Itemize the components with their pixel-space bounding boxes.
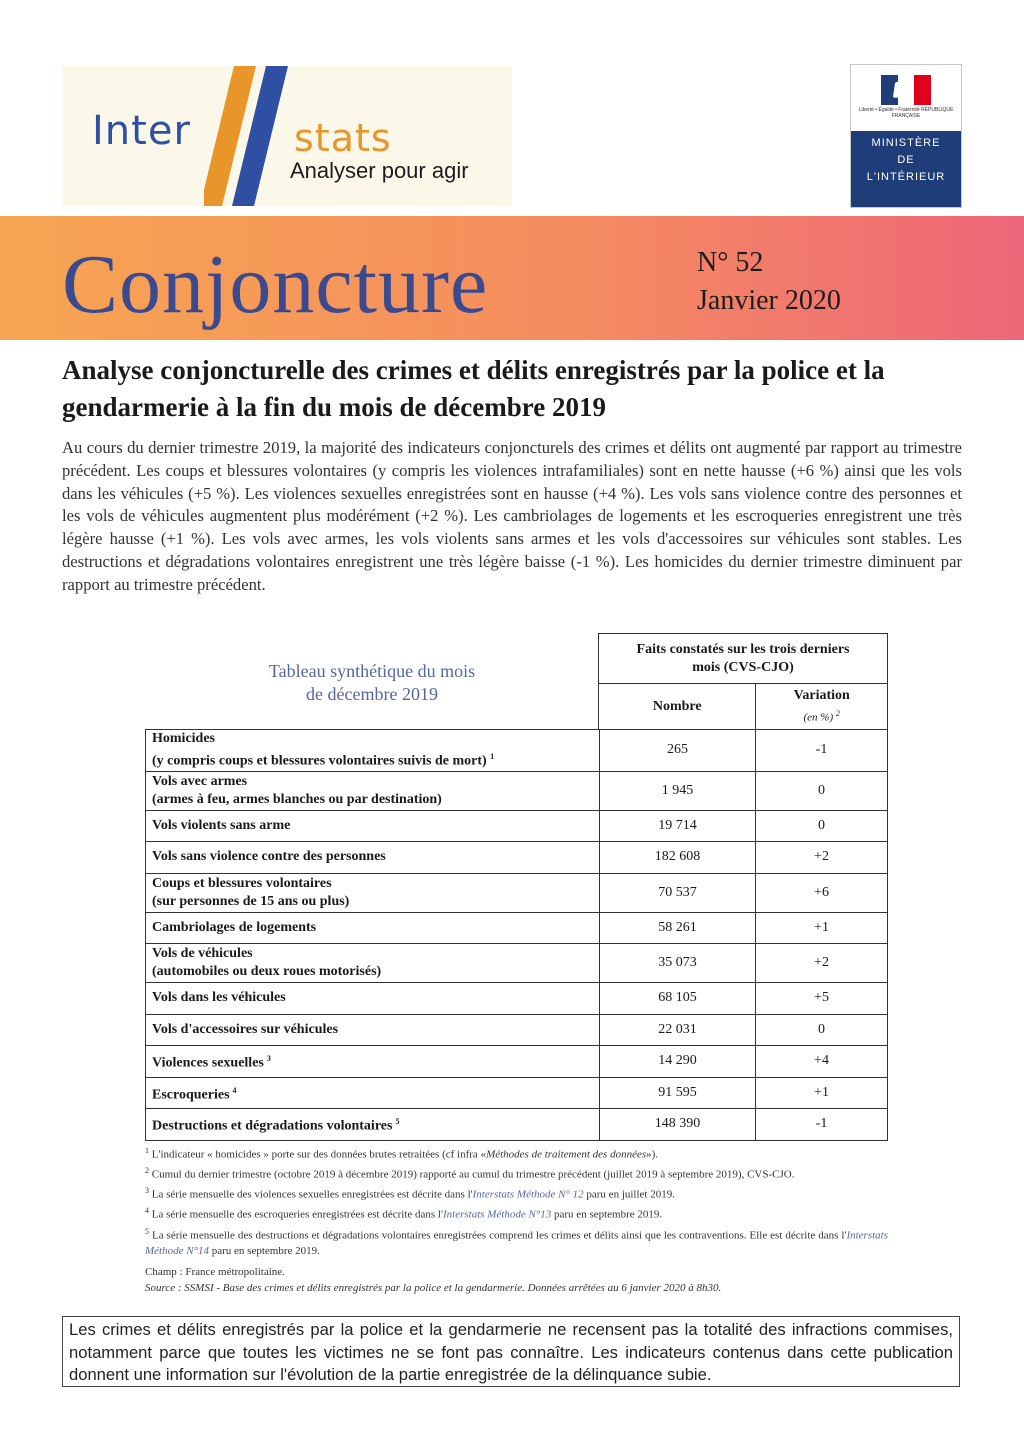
footnote-4-text: La série mensuelle des escroqueries enregistrées est décrite dans l' bbox=[151, 1209, 443, 1222]
variation-footnote-ref: 2 bbox=[835, 708, 840, 718]
row-label-main: Vols sans violence contre des personnes bbox=[152, 849, 386, 865]
cell-nombre: 91 595 bbox=[600, 1077, 756, 1109]
footnote-3-link[interactable]: Interstats Méthode N° 12 bbox=[472, 1188, 584, 1201]
cell-nombre: 14 290 bbox=[600, 1046, 756, 1078]
cell-variation: +6 bbox=[756, 873, 888, 912]
row-label-main: Vols dans les véhicules bbox=[152, 990, 286, 1006]
row-label bbox=[146, 810, 600, 842]
row-label-main: Escroqueries bbox=[152, 1087, 230, 1103]
cell-variation: +1 bbox=[756, 912, 888, 944]
cell-variation: -1 bbox=[756, 1109, 888, 1141]
conjoncture-banner bbox=[0, 216, 1024, 340]
group-header-text: Faits constatés sur les trois derniers mois (CVS-CJO) bbox=[636, 641, 850, 675]
row-label bbox=[146, 771, 600, 810]
row-label-main: Coups et blessures volontaires bbox=[152, 875, 332, 891]
table-row bbox=[146, 842, 888, 874]
cell-variation: -1 bbox=[756, 730, 888, 772]
cell-nombre: 68 105 bbox=[600, 983, 756, 1015]
table-row bbox=[146, 944, 888, 983]
republique-francaise-text: Liberté • Égalité • Fraternité RÉPUBLIQUE FRANÇAISE bbox=[858, 107, 954, 119]
footnote-3: $^3$ La série mensuelle des violences sexuelles enregistrées est décrite dans l'Interstats Méthode N° 12 paru en juillet 2019. bbox=[145, 1186, 675, 1201]
variation-label: Variation bbox=[793, 687, 850, 703]
footnote-2-text: Cumul du dernier trimestre (octobre 2019 à décembre 2019) rapporté au cumul du trimestre précédent (juillet 2019 à septembre 2019), CVS-CJO. bbox=[151, 1168, 795, 1181]
ministry-line-3: L'INTÉRIEUR bbox=[866, 171, 946, 183]
row-label-main: Vols violents sans arme bbox=[152, 817, 291, 833]
table-caption-line-1: Tableau synthétique du mois bbox=[268, 661, 476, 681]
scope-and-source bbox=[145, 1265, 888, 1296]
cell-nombre: 22 031 bbox=[600, 1014, 756, 1046]
row-label bbox=[146, 1046, 600, 1078]
footnote-1-text: L'indicateur « homicides » porte sur des données brutes retraitées (cf infra « bbox=[151, 1148, 487, 1161]
republique-francaise-mark bbox=[851, 65, 961, 131]
cell-variation: 0 bbox=[756, 1014, 888, 1046]
row-label-main: Cambriolages de logements bbox=[152, 919, 317, 935]
disclaimer-box: Les crimes et délits enregistrés par la police et la gendarmerie ne recensent pas la totalité des infractions commises, notamment parce que toutes les victimes ne se font pas connaître. Les indicateurs contenus dans cette publication donnent une information sur l'évolution de la partie enregistrée de la délinquance subie. bbox=[62, 1316, 960, 1387]
ministry-line-1: MINISTÈRE bbox=[871, 137, 941, 149]
group-header bbox=[599, 634, 888, 684]
cell-variation: +2 bbox=[756, 842, 888, 874]
variation-unit-text: (en %) bbox=[803, 711, 834, 724]
footnote-5-link[interactable]: Interstats Méthode N°14 bbox=[145, 1229, 889, 1257]
marianne-flag-icon bbox=[881, 75, 931, 105]
ministry-name bbox=[851, 131, 961, 207]
row-label-main: Vols avec armes bbox=[152, 773, 248, 789]
cell-nombre: 58 261 bbox=[600, 912, 756, 944]
cell-nombre: 19 714 bbox=[600, 810, 756, 842]
row-label-main: Vols d'accessoires sur véhicules bbox=[152, 1021, 339, 1037]
row-label bbox=[146, 842, 600, 874]
footnote-3-end: paru en juillet 2019. bbox=[583, 1188, 675, 1201]
issue-number: N° 52 bbox=[697, 247, 764, 278]
table-row bbox=[146, 983, 888, 1015]
footnote-ref: 3 bbox=[266, 1054, 271, 1064]
footnote-1: $^1$ L'indicateur « homicides » porte sur des données brutes retraitées (cf infra «Méthodes de traitement des données»). bbox=[145, 1146, 659, 1161]
table-header bbox=[598, 633, 888, 730]
table-caption-line-2: de décembre 2019 bbox=[306, 684, 438, 704]
table-row bbox=[146, 873, 888, 912]
logo-word-stats: stats bbox=[294, 116, 392, 160]
footnote-4-end: paru en septembre 2019. bbox=[551, 1209, 663, 1222]
cell-variation: 0 bbox=[756, 810, 888, 842]
row-label-main: Destructions et dégradations volontaires bbox=[152, 1118, 393, 1134]
table-row bbox=[146, 730, 888, 772]
page-title: Analyse conjoncturelle des crimes et délits enregistrés par la police et la gendarmerie à la fin du mois de décembre 2019 bbox=[62, 355, 885, 422]
scope-note: Champ : France métropolitaine. bbox=[145, 1266, 285, 1278]
table-row bbox=[146, 1014, 888, 1046]
footnote-ref: 4 bbox=[232, 1085, 237, 1095]
row-label bbox=[146, 1109, 600, 1141]
row-label bbox=[146, 944, 600, 983]
cell-nombre: 265 bbox=[600, 730, 756, 772]
cell-nombre: 148 390 bbox=[600, 1109, 756, 1141]
row-label-detail bbox=[152, 748, 599, 771]
row-label-detail bbox=[152, 791, 599, 809]
footnote-5-text: La série mensuelle des destructions et dégradations volontaires enregistrées comprend les crimes et délits ainsi que les contraventions. Elle est décrite dans l' bbox=[151, 1229, 847, 1242]
banner-title: Conjoncture bbox=[62, 238, 489, 331]
cell-variation: +4 bbox=[756, 1046, 888, 1078]
variation-unit bbox=[756, 705, 887, 727]
row-label bbox=[146, 983, 600, 1015]
table-row bbox=[146, 1109, 888, 1141]
row-label bbox=[146, 730, 600, 772]
crime-table-body bbox=[146, 730, 888, 1141]
footnote-4-link[interactable]: Interstats Méthode N°13 bbox=[442, 1209, 552, 1222]
ministry-logo bbox=[850, 64, 962, 208]
table-caption bbox=[236, 660, 508, 706]
cell-nombre: 1 945 bbox=[600, 771, 756, 810]
row-label-detail-text: (automobiles ou deux roues motorisés) bbox=[152, 964, 382, 980]
footnote-4: $^4$ La série mensuelle des escroqueries enregistrées est décrite dans l'Interstats Méthode N°13 paru en septembre 2019. bbox=[145, 1206, 663, 1222]
logo-slashes-icon bbox=[204, 66, 294, 206]
row-label-detail-text: (armes à feu, armes blanches ou par destination) bbox=[152, 791, 442, 807]
table-row bbox=[146, 1077, 888, 1109]
row-label-detail bbox=[152, 963, 599, 981]
row-label-main: Homicides bbox=[152, 731, 215, 746]
cell-variation: 0 bbox=[756, 771, 888, 810]
row-label-main: Violences sexuelles bbox=[152, 1055, 264, 1071]
row-label bbox=[146, 912, 600, 944]
column-header-variation bbox=[756, 684, 888, 730]
cell-nombre: 70 537 bbox=[600, 873, 756, 912]
footnote-1-emphasis: Méthodes de traitement des données bbox=[486, 1148, 647, 1161]
footnote-5: $^5$ La série mensuelle des destructions et dégradations volontaires enregistrées comprend les crimes et délits ainsi que les contraventions. Elle est décrite dans l'Interstats Méthode N°14 paru en septembre 2019. bbox=[145, 1226, 889, 1257]
table-row bbox=[146, 810, 888, 842]
logo-tagline: Analyser pour agir bbox=[290, 158, 469, 183]
row-label-detail-text: (y compris coups et blessures volontaires suivis de mort) bbox=[152, 753, 487, 769]
cell-variation: +5 bbox=[756, 983, 888, 1015]
row-label bbox=[146, 1014, 600, 1046]
row-label bbox=[146, 873, 600, 912]
table-row bbox=[146, 771, 888, 810]
issue-date: Janvier 2020 bbox=[697, 285, 841, 316]
table-row bbox=[146, 912, 888, 944]
cell-nombre: 35 073 bbox=[600, 944, 756, 983]
footnote-5-end: paru en septembre 2019. bbox=[208, 1244, 320, 1257]
table-row bbox=[146, 1046, 888, 1078]
ministry-line-2: DE bbox=[897, 154, 915, 166]
row-label-detail bbox=[152, 893, 599, 911]
source-note: Source : SSMSI - Base des crimes et délits enregistrés par la police et la gendarmerie. Données arrêtées au 6 janvier 2020 à 8h30. bbox=[145, 1281, 722, 1294]
row-label-detail-text: (sur personnes de 15 ans ou plus) bbox=[152, 893, 350, 909]
crime-table bbox=[145, 729, 888, 1141]
footnote-2: $^2$ Cumul du dernier trimestre (octobre 2019 à décembre 2019) rapporté au cumul du trimestre précédent (juillet 2019 à septembre 2019), CVS-CJO. bbox=[145, 1166, 795, 1181]
row-label-main: Vols de véhicules bbox=[152, 946, 253, 962]
cell-nombre: 182 608 bbox=[600, 842, 756, 874]
logo-word-inter: Inter bbox=[92, 108, 191, 154]
footnotes bbox=[145, 1143, 888, 1259]
intro-paragraph: Au cours du dernier trimestre 2019, la majorité des indicateurs conjoncturels des crimes et délits ont augmenté par rapport au trimestre précédent. Les coups et blessures volontaires (y compris les violences intrafamiliales) sont en nette hausse (+6 %) ainsi que les vols dans les véhicules (+5 %). Les violences sexuelles enregistrées sont en hausse (+4 %). Les vols sans violence contre des personnes et les vols de véhicules augmentent plus modérément (+2 %). Les cambriolages de logements et les escroqueries enregistrent une très légère hausse (+1 %). Les vols avec armes, les vols violents sans armes et les vols d'accessoires sur véhicules sont stables. Les destructions et dégradations volontaires enregistrent une très légère baisse (-1 %). Les homicides du dernier trimestre diminuent par rapport au trimestre précédent. bbox=[62, 438, 962, 594]
footnote-3-text: La série mensuelle des violences sexuelles enregistrées est décrite dans l' bbox=[151, 1188, 473, 1201]
row-label bbox=[146, 1077, 600, 1109]
interstats-logo bbox=[62, 66, 512, 206]
cell-variation: +1 bbox=[756, 1077, 888, 1109]
issue-info bbox=[697, 244, 841, 320]
footnote-ref: 5 bbox=[395, 1117, 400, 1127]
footnote-1-end: »). bbox=[646, 1148, 659, 1161]
cell-variation: +2 bbox=[756, 944, 888, 983]
column-header-nombre: Nombre bbox=[599, 684, 756, 730]
footnote-ref: 1 bbox=[490, 752, 495, 761]
